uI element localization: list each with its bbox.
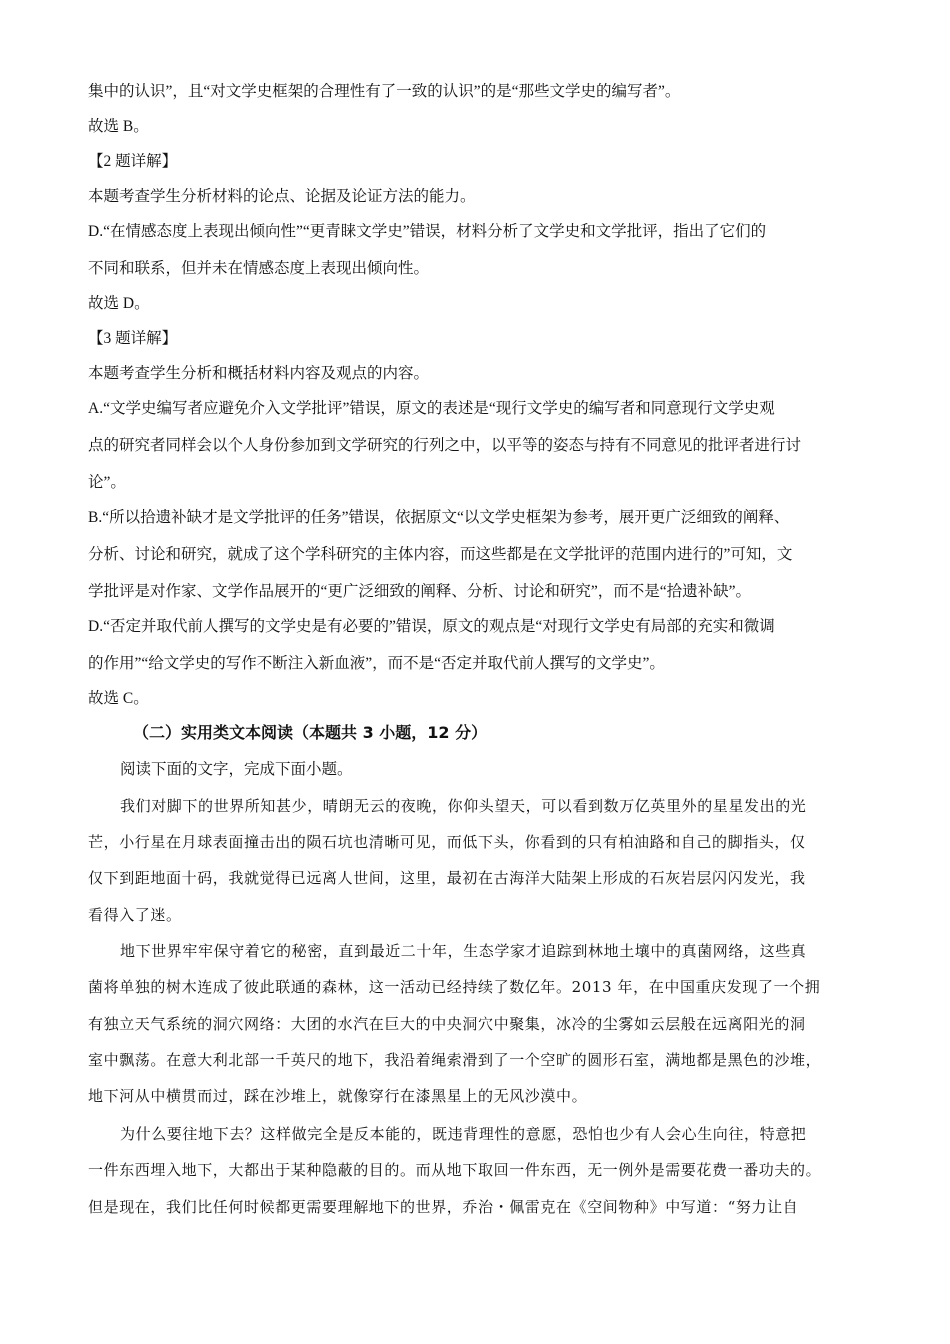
passage-line-4: 看得入了迷。: [88, 906, 182, 924]
answer-line-17: 的作用”“给文学史的写作不断注入新血液”，而不是“否定并取代前人撰写的文学史”。: [88, 655, 665, 672]
passage-line-11: 一件东西埋入地下，大都出于某种隐蔽的目的。而从地下取回一件东西，无一例外是需要花费一番功夫的。: [88, 1161, 822, 1179]
passage-line-12: 但是现在，我们比任何时候都更需要理解地下的世界，乔治・佩雷克在《空间物种》中写道：“努力让自: [88, 1198, 799, 1216]
answer-line-5: D.“在情感态度上表现出倾向性”“更青睐文学史”错误，材料分析了文学史和文学批评，指出了它们的: [88, 223, 767, 240]
answer-line-1: 集中的认识”，且“对文学史框架的合理性有了一致的认识”的是“那些文学史的编写者”。: [88, 83, 681, 100]
answer-line-10: A.“文学史编写者应避免介入文学批评”错误，原文的表述是“现行文学史的编写者和同意现行文学史观: [88, 400, 775, 417]
passage-line-6: 菌将单独的树木连成了彼此联通的森林，这一活动已经持续了数亿年。2013 年，在中国重庆发现了一个拥: [88, 978, 821, 996]
reading-instruction: 阅读下面的文字，完成下面小题。: [120, 761, 353, 778]
answer-line-7: 故选 D。: [88, 295, 150, 312]
answer-line-13: B.“所以拾遗补缺才是文学批评的任务”错误，依据原文“以文学史框架为参考，展开更广泛细致的阐释、: [88, 509, 790, 526]
answer-line-12: 论”。: [88, 474, 126, 491]
passage-line-10: 为什么要往地下去？这样做完全是反本能的，既违背理性的意愿，恐怕也少有人会心生向往，特意把: [120, 1125, 807, 1143]
section-heading: （二）实用类文本阅读（本题共 3 小题，12 分）: [133, 723, 488, 742]
passage-line-9: 地下河从中横贯而过，踩在沙堆上，就像穿行在漆黑星上的无风沙漠中。: [88, 1087, 588, 1105]
answer-line-8: 【3 题详解】: [88, 330, 178, 347]
answer-line-4: 本题考查学生分析材料的论点、论据及论证方法的能力。: [88, 188, 476, 205]
answer-line-14: 分析、讨论和研究，就成了这个学科研究的主体内容，而这些都是在文学批评的范围内进行的”可知，文: [88, 546, 793, 563]
passage-line-2: 芒，小行星在月球表面撞击出的陨石坑也清晰可见，而低下头，你看到的只有柏油路和自己的脚指头，仅: [88, 833, 806, 851]
passage-line-8: 室中飘荡。在意大利北部一千英尺的地下，我沿着绳索滑到了一个空旷的圆形石室，满地都是黑色的沙堆，: [88, 1051, 822, 1069]
passage-line-3: 仅下到距地面十码，我就觉得已远离人世间，这里，最初在古海洋大陆架上形成的石灰岩层闪闪发光，我: [88, 869, 806, 887]
answer-line-3: 【2 题详解】: [88, 153, 178, 170]
answer-line-9: 本题考查学生分析和概括材料内容及观点的内容。: [88, 365, 430, 382]
passage-line-7: 有独立天气系统的洞穴网络：大团的水汽在巨大的中央洞穴中聚集，冰冷的尘雾如云层般在远离阳光的洞: [88, 1015, 806, 1033]
answer-line-6: 不同和联系，但并未在情感态度上表现出倾向性。: [88, 260, 430, 277]
answer-line-18: 故选 C。: [88, 690, 149, 707]
passage-line-1: 我们对脚下的世界所知甚少，晴朗无云的夜晚，你仰头望天，可以看到数万亿英里外的星星发出的光: [120, 797, 807, 815]
answer-line-16: D.“否定并取代前人撰写的文学史是有必要的”错误，原文的观点是“对现行文学史有局部的充实和微调: [88, 618, 775, 635]
answer-line-11: 点的研究者同样会以个人身份参加到文学研究的行列之中，以平等的姿态与持有不同意见的批评者进行讨: [88, 437, 802, 454]
answer-line-15: 学批评是对作家、文学作品展开的“更广泛细致的阐释、分析、讨论和研究”，而不是“拾遗补缺”。: [88, 583, 752, 600]
passage-line-5: 地下世界牢牢保守着它的秘密，直到最近二十年，生态学家才追踪到林地土壤中的真菌网络，这些真: [120, 942, 807, 960]
answer-line-2: 故选 B。: [88, 118, 149, 135]
